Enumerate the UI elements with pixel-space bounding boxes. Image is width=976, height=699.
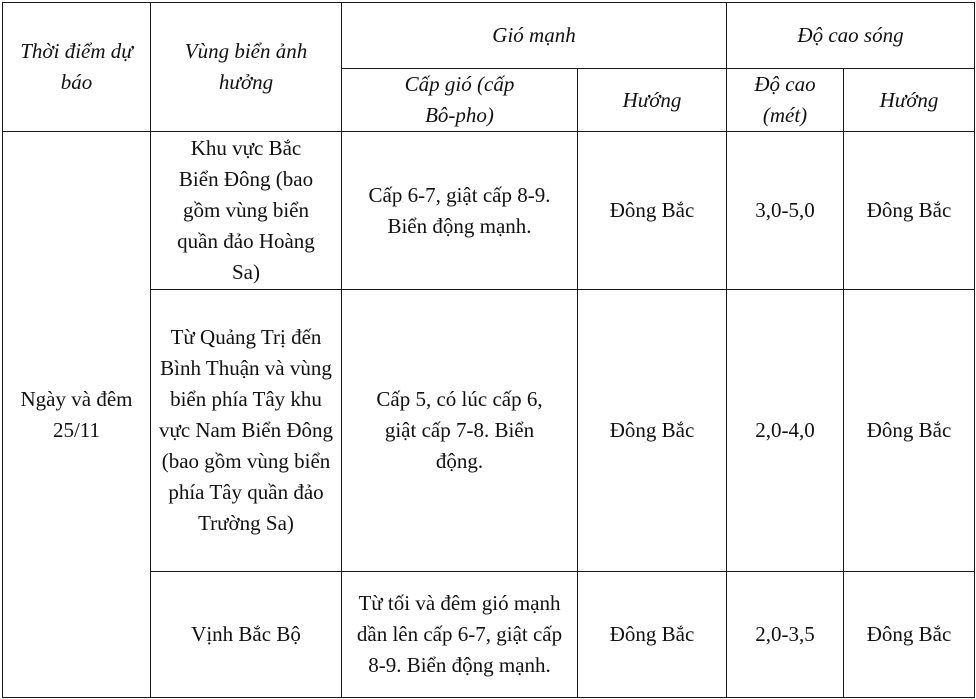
- header-time: Thời điểm dự báo: [3, 3, 151, 132]
- table-row: [3, 132, 975, 290]
- wind-direction-cell: Đông Bắc: [578, 290, 727, 572]
- header-region: Vùng biển ảnh hưởng: [151, 3, 342, 132]
- wave-height-cell: 2,0-4,0: [727, 290, 844, 572]
- region-cell: Khu vực Bắc Biển Đông (bao gồm vùng biển quần đảo Hoàng Sa): [151, 132, 342, 290]
- wave-direction-cell: Đông Bắc: [844, 290, 975, 572]
- wind-level-cell: Cấp 6-7, giật cấp 8-9. Biển động mạnh.: [342, 132, 578, 290]
- region-cell: Từ Quảng Trị đến Bình Thuận và vùng biển phía Tây khu vực Nam Biển Đông (bao gồm vùng biển phía Tây quần đảo Trường Sa): [151, 290, 342, 572]
- header-wind-direction: Hướng: [578, 69, 727, 132]
- header-wave-group: Độ cao sóng: [727, 3, 975, 69]
- forecast-table: [2, 2, 975, 698]
- header-wave-direction: Hướng: [844, 69, 975, 132]
- wave-height-cell: 2,0-3,5: [727, 572, 844, 698]
- wind-direction-cell: Đông Bắc: [578, 572, 727, 698]
- header-wind-level: Cấp gió (cấp Bô-pho): [342, 69, 578, 132]
- wind-direction-cell: Đông Bắc: [578, 132, 727, 290]
- header-wind-group: Gió mạnh: [342, 3, 727, 69]
- wind-level-cell: Từ tối và đêm gió mạnh dần lên cấp 6-7, giật cấp 8-9. Biển động mạnh.: [342, 572, 578, 698]
- time-cell: Ngày và đêm 25/11: [3, 132, 151, 698]
- wind-level-cell: Cấp 5, có lúc cấp 6, giật cấp 7-8. Biển động.: [342, 290, 578, 572]
- wave-height-cell: 3,0-5,0: [727, 132, 844, 290]
- region-cell: Vịnh Bắc Bộ: [151, 572, 342, 698]
- wave-direction-cell: Đông Bắc: [844, 572, 975, 698]
- wave-direction-cell: Đông Bắc: [844, 132, 975, 290]
- header-wave-height: Độ cao (mét): [727, 69, 844, 132]
